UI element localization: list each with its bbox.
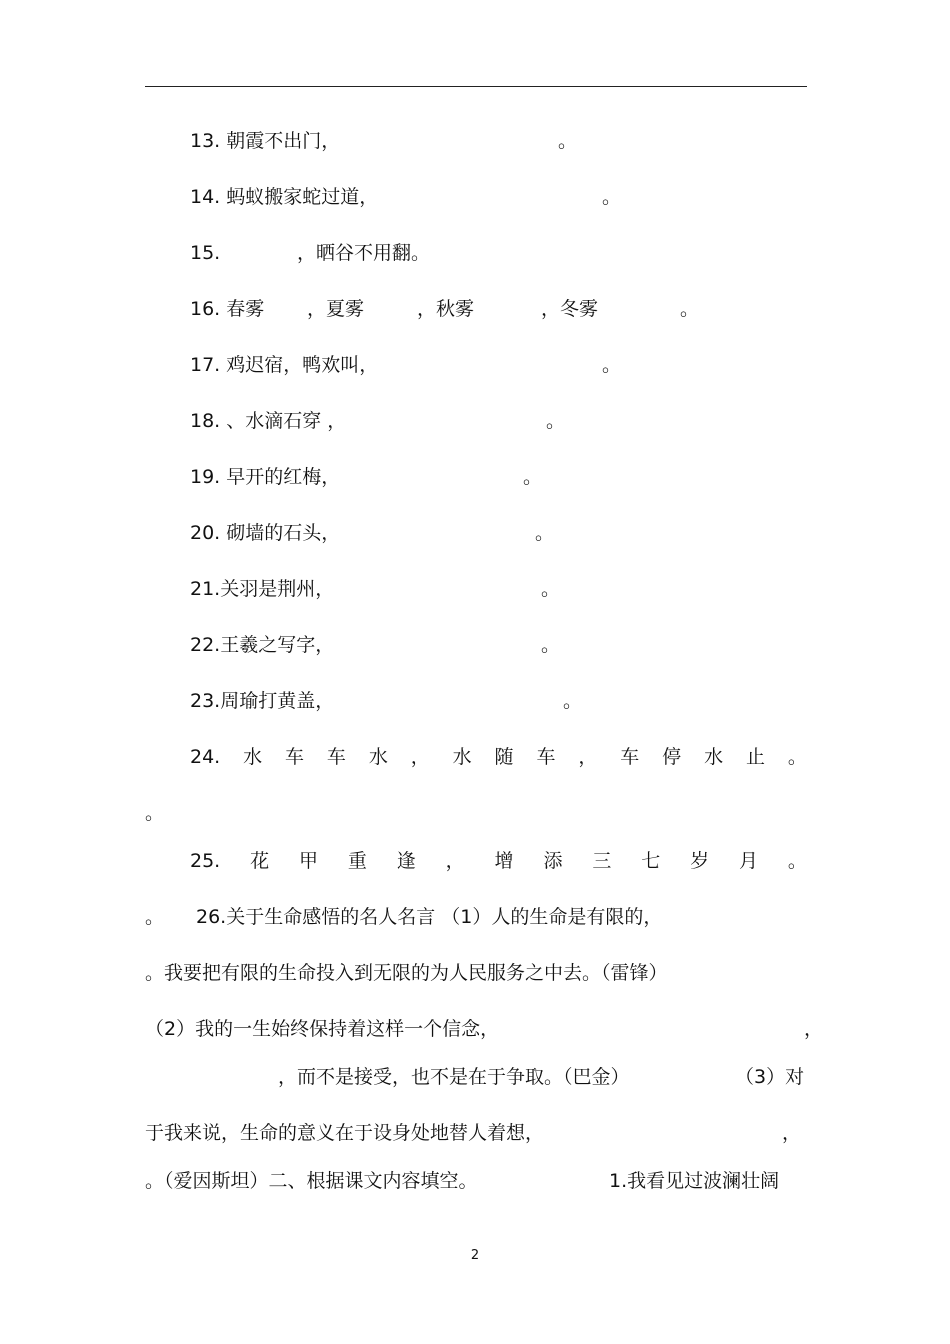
text-line-l18-seg-0: 18. 、水滴石穿 ， xyxy=(190,410,347,432)
text-line-l24b-seg-0: 。 xyxy=(145,802,165,824)
text-line-l26e-seg-1: 1.我看见过波澜壮阔 xyxy=(609,1170,780,1192)
text-line-l14-seg-1: 。 xyxy=(602,186,622,208)
justified-char: 止 xyxy=(745,746,765,768)
text-line-l21-seg-0: 21.关羽是荆州， xyxy=(190,578,335,600)
text-line-l26c-seg-1: （3）对 xyxy=(735,1066,805,1088)
justified-char: 水 xyxy=(243,746,263,768)
text-line-l23-seg-0: 23.周瑜打黄盖， xyxy=(190,690,335,712)
text-line-l26b-seg-1: ， xyxy=(804,1018,824,1040)
justified-char: 水 xyxy=(452,746,472,768)
text-line-l26e-seg-0: 。（爱因斯坦）二、根据课文内容填空。 xyxy=(145,1170,478,1192)
text-line-l20-seg-0: 20. 砌墙的石头， xyxy=(190,522,341,544)
justified-char: 随 xyxy=(494,746,514,768)
justified-char: 车 xyxy=(285,746,305,768)
text-line-l13-seg-0: 13. 朝霞不出门， xyxy=(190,130,341,152)
justified-char: 车 xyxy=(620,746,640,768)
justified-char: 七 xyxy=(641,850,661,872)
justified-char: ， xyxy=(410,746,430,768)
header-rule xyxy=(145,86,807,87)
justified-char: 。 xyxy=(787,746,807,768)
text-line-l14-seg-0: 14. 蚂蚁搬家蛇过道， xyxy=(190,186,379,208)
page-number: 2 xyxy=(470,1248,480,1263)
text-line-l26c-seg-0: ，而不是接受，也不是在于争取。（巴金） xyxy=(278,1066,630,1088)
justified-char: 逢 xyxy=(396,850,416,872)
text-line-l16-seg-4: 。 xyxy=(680,298,700,320)
text-line-l26b-seg-0: （2）我的一生始终保持着这样一个信念， xyxy=(145,1018,500,1040)
text-line-l13-seg-1: 。 xyxy=(558,130,578,152)
justified-char: ， xyxy=(578,746,598,768)
text-line-l26d-seg-0: 于我来说，生命的意义在于设身处地替人着想， xyxy=(145,1122,545,1144)
text-line-l17-seg-1: 。 xyxy=(602,354,622,376)
text-line-l16-seg-2: ，秋雾 xyxy=(417,298,475,320)
justified-char: 岁 xyxy=(690,850,710,872)
justified-char: ， xyxy=(445,850,465,872)
justified-char: 花 xyxy=(250,850,270,872)
text-line-l19-seg-0: 19. 早开的红梅， xyxy=(190,466,341,488)
text-line-l19-seg-1: 。 xyxy=(523,466,543,488)
text-line-l23-seg-1: 。 xyxy=(563,690,583,712)
justified-char: 。 xyxy=(787,850,807,872)
text-line-l26a-seg-0: 。我要把有限的生命投入到无限的为人民服务之中去。（雷锋） xyxy=(145,962,668,984)
text-line-l15-seg-1: ，晒谷不用翻。 xyxy=(297,242,431,264)
text-line-l25b-seg-0: 。 xyxy=(145,906,165,928)
text-line-l18-seg-1: 。 xyxy=(546,410,566,432)
text-line-l26d-seg-1: ， xyxy=(782,1122,802,1144)
text-line-l15-seg-0: 15. xyxy=(190,242,221,264)
justified-char: 添 xyxy=(543,850,563,872)
text-line-l16-seg-3: ，冬雾 xyxy=(541,298,599,320)
justified-char: 水 xyxy=(368,746,388,768)
justified-line-l24 xyxy=(190,744,807,770)
justified-char: 25. xyxy=(190,850,221,872)
text-line-l22-seg-1: 。 xyxy=(541,634,561,656)
text-line-l17-seg-0: 17. 鸡迟宿，鸭欢叫， xyxy=(190,354,379,376)
justified-char: 车 xyxy=(536,746,556,768)
justified-char: 月 xyxy=(739,850,759,872)
justified-char: 三 xyxy=(592,850,612,872)
justified-char: 增 xyxy=(494,850,514,872)
text-line-l25b-seg-1: 26.关于生命感悟的名人名言 （1）人的生命是有限的， xyxy=(196,906,663,928)
justified-char: 水 xyxy=(704,746,724,768)
text-line-l16-seg-0: 16. 春雾 xyxy=(190,298,265,320)
justified-char: 停 xyxy=(662,746,682,768)
justified-char: 甲 xyxy=(298,850,318,872)
text-line-l21-seg-1: 。 xyxy=(541,578,561,600)
text-line-l20-seg-1: 。 xyxy=(535,522,555,544)
justified-char: 重 xyxy=(347,850,367,872)
justified-char: 24. xyxy=(190,746,221,768)
text-line-l22-seg-0: 22.王羲之写字， xyxy=(190,634,335,656)
justified-line-l25 xyxy=(190,848,807,874)
justified-char: 车 xyxy=(326,746,346,768)
text-line-l16-seg-1: ，夏雾 xyxy=(307,298,365,320)
